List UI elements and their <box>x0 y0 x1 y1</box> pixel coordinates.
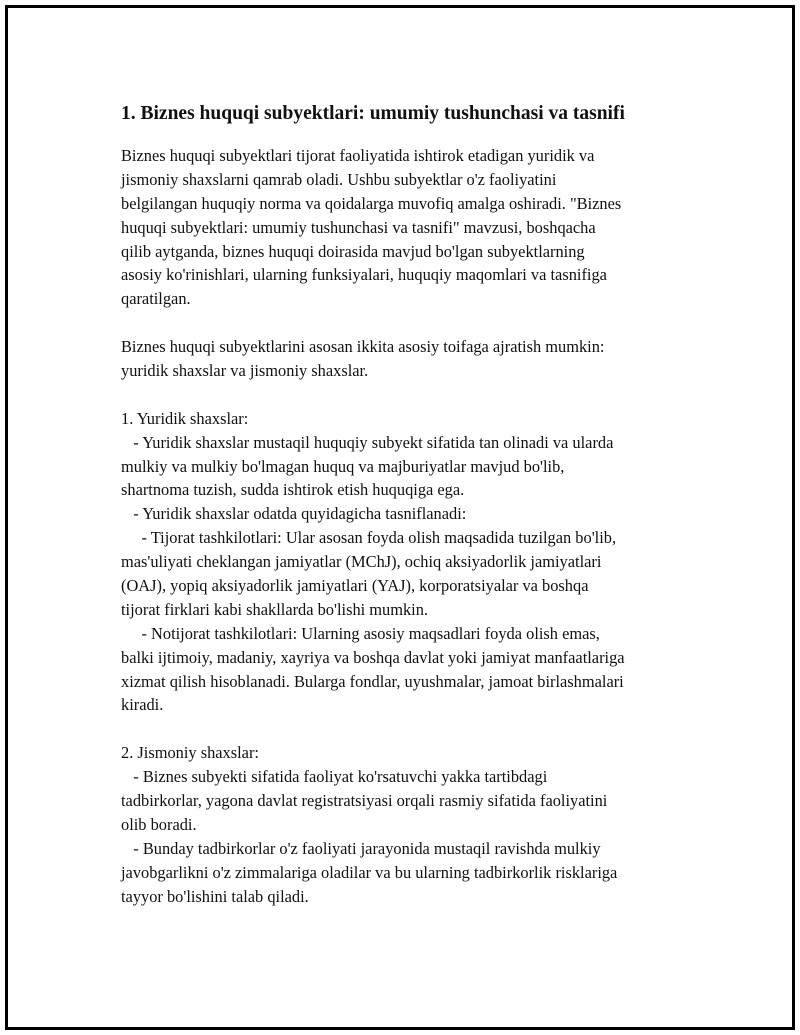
section-title: 1. Yuridik shaxslar: <box>121 408 249 428</box>
text-line: tayyor bo'lishini talab qiladi. <box>121 886 309 906</box>
section-legal-entities <box>121 407 701 718</box>
text-line: shartnoma tuzish, sudda ishtirok etish huquqiga ega. <box>121 480 465 500</box>
intro-paragraph <box>121 144 701 311</box>
text-line: jismoniy shaxslarni qamrab oladi. Ushbu subyektlar o'z faoliyatini <box>121 169 557 189</box>
text-line: - Notijorat tashkilotlari: Ularning asosiy maqsadlari foyda olish emas, <box>121 623 600 643</box>
text-line: tijorat firklari kabi shakllarda bo'lishi mumkin. <box>121 599 429 619</box>
section-title: 2. Jismoniy shaxslar: <box>121 743 259 763</box>
text-line: xizmat qilish hisoblanadi. Bularga fondlar, uyushmalar, jamoat birlashmalari <box>121 671 624 691</box>
text-line: qilib aytganda, biznes huquqi doirasida mavjud bo'lgan subyektlarning <box>121 241 585 261</box>
text-line: javobgarlikni o'z zimmalariga oladilar va bu ularning tadbirkorlik risklariga <box>121 862 618 882</box>
text-line: yuridik shaxslar va jismoniy shaxslar. <box>121 361 369 381</box>
text-line: belgilangan huquqiy norma va qoidalarga muvofiq amalga oshiradi. "Biznes <box>121 193 622 213</box>
categories-paragraph <box>121 335 701 383</box>
text-line: - Tijorat tashkilotlari: Ular asosan foyda olish maqsadida tuzilgan bo'lib, <box>121 528 617 548</box>
text-line: qaratilgan. <box>121 289 191 309</box>
text-line: Biznes huquqi subyektlari tijorat faoliyatida ishtirok etadigan yuridik va <box>121 146 595 165</box>
text-line: - Yuridik shaxslar odatda quyidagicha tasniflanadi: <box>121 504 467 524</box>
text-line: kiradi. <box>121 695 164 715</box>
text-line: - Yuridik shaxslar mustaqil huquqiy subyekt sifatida tan olinadi va ularda <box>121 432 614 452</box>
text-line: huquqi subyektlari: umumiy tushunchasi va tasnifi" mavzusi, boshqacha <box>121 217 596 237</box>
section-natural-persons <box>121 741 701 908</box>
text-line: asosiy ko'rinishlari, ularning funksiyalari, huquqiy maqomlari va tasnifiga <box>121 265 607 285</box>
text-line: - Biznes subyekti sifatida faoliyat ko'rsatuvchi yakka tartibdagi <box>121 767 548 787</box>
text-line: Biznes huquqi subyektlarini asosan ikkita asosiy toifaga ajratish mumkin: <box>121 337 605 357</box>
text-line: mulkiy va mulkiy bo'lmagan huquq va majburiyatlar mavjud bo'lib, <box>121 456 565 476</box>
text-line: tadbirkorlar, yagona davlat registratsiyasi orqali rasmiy sifatida faoliyatini <box>121 791 608 811</box>
text-line: olib boradi. <box>121 814 197 834</box>
document-page <box>5 5 795 1030</box>
paragraph-spacer <box>121 311 701 335</box>
paragraph-spacer <box>121 717 701 741</box>
text-line: (OAJ), yopiq aksiyadorlik jamiyatlari (YAJ), korporatsiyalar va boshqa <box>121 576 589 596</box>
text-line: - Bunday tadbirkorlar o'z faoliyati jarayonida mustaqil ravishda mulkiy <box>121 838 601 858</box>
document-heading: 1. Biznes huquqi subyektlari: umumiy tushunchasi va tasnifi <box>121 103 625 124</box>
text-line: balki ijtimoiy, madaniy, xayriya va boshqa davlat yoki jamiyat manfaatlariga <box>121 647 625 667</box>
document-content <box>121 100 701 909</box>
paragraph-spacer <box>121 383 701 407</box>
text-line: mas'uliyati cheklangan jamiyatlar (MChJ), ochiq aksiyadorlik jamiyatlari <box>121 552 602 572</box>
